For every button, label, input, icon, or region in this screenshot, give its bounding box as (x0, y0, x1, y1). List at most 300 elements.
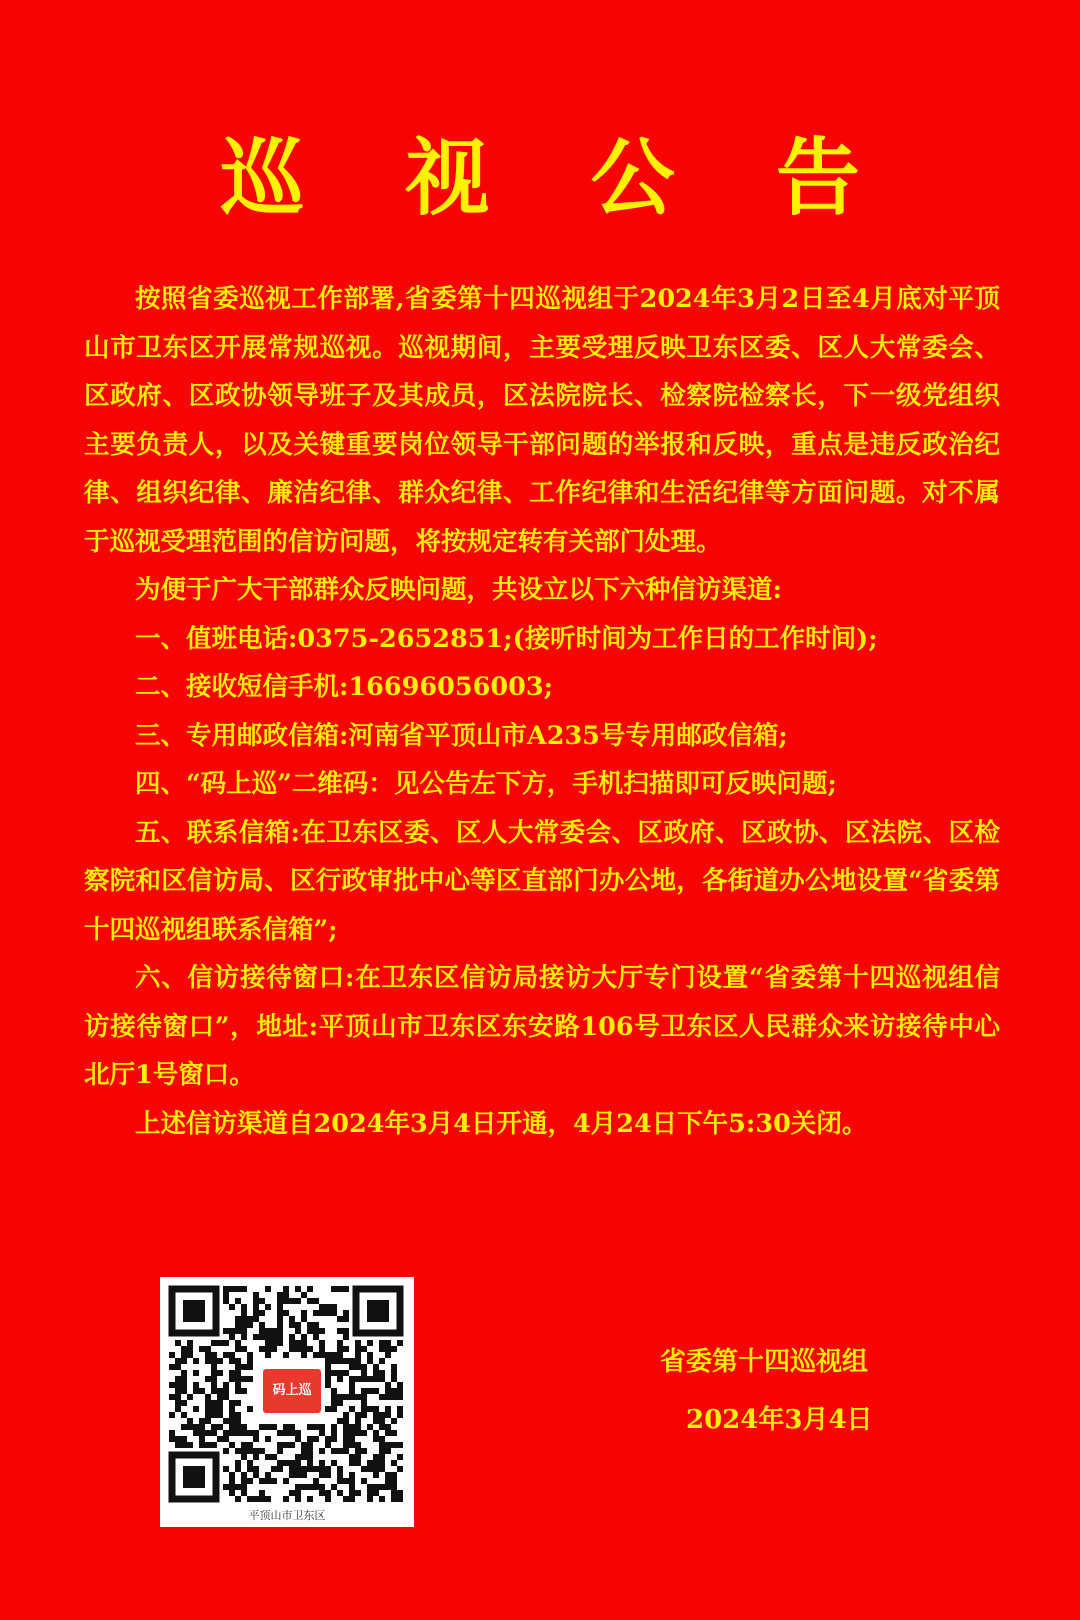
qr-module (241, 1310, 247, 1316)
qr-module (325, 1358, 331, 1364)
qr-module (355, 1430, 361, 1436)
qr-module (211, 1412, 217, 1418)
qr-module (205, 1346, 211, 1352)
qr-module (247, 1316, 253, 1322)
qr-module (205, 1376, 211, 1382)
qr-module (175, 1382, 181, 1388)
notice-body (84, 275, 1000, 1148)
paragraph-channel-window: 六、信访接待窗口:在卫东区信访局接访大厅专门设置“省委第十四巡视组信访接待窗口”，地址:平顶山市卫东区东安路106号卫东区人民群众来访接待中心北厅1号窗口。 (84, 963, 1000, 1090)
qr-module (169, 1436, 175, 1442)
qr-module (331, 1286, 337, 1292)
qr-module (307, 1466, 313, 1472)
qr-module (331, 1304, 337, 1310)
qr-module (205, 1352, 211, 1358)
qr-module (181, 1400, 187, 1406)
qr-module (241, 1484, 247, 1490)
qr-module (307, 1448, 313, 1454)
qr-module (391, 1442, 397, 1448)
qr-module (187, 1352, 193, 1358)
qr-module (367, 1424, 373, 1430)
qr-module (289, 1442, 295, 1448)
qr-module (241, 1388, 247, 1394)
qr-module (223, 1466, 229, 1472)
qr-module (343, 1328, 349, 1334)
qr-module (217, 1400, 223, 1406)
qr-module (247, 1460, 253, 1466)
qr-module (241, 1442, 247, 1448)
qr-module (391, 1394, 397, 1400)
qr-module (373, 1406, 379, 1412)
qr-module (367, 1460, 373, 1466)
qr-module (331, 1394, 337, 1400)
qr-module (241, 1472, 247, 1478)
qr-module (265, 1472, 271, 1478)
qr-module (307, 1286, 313, 1292)
qr-module (295, 1466, 301, 1472)
qr-module (379, 1346, 385, 1352)
qr-module (199, 1424, 205, 1430)
qr-module (355, 1346, 361, 1352)
qr-module (349, 1478, 355, 1484)
qr-module (253, 1448, 259, 1454)
qr-module (193, 1370, 199, 1376)
qr-module (289, 1340, 295, 1346)
qr-module (223, 1484, 229, 1490)
qr-module (283, 1298, 289, 1304)
qr-module (301, 1454, 307, 1460)
qr-module (379, 1466, 385, 1472)
qr-module (187, 1346, 193, 1352)
qr-module (211, 1370, 217, 1376)
qr-module (385, 1382, 391, 1388)
qr-module (253, 1430, 259, 1436)
qr-module (337, 1490, 343, 1496)
qr-module (367, 1376, 373, 1382)
qr-module (241, 1430, 247, 1436)
qr-module (349, 1364, 355, 1370)
qr-module (169, 1412, 175, 1418)
qr-module (277, 1340, 283, 1346)
qr-module (361, 1370, 367, 1376)
qr-module (349, 1490, 355, 1496)
qr-module (331, 1448, 337, 1454)
qr-module (235, 1460, 241, 1466)
qr-module (181, 1382, 187, 1388)
qr-module (361, 1364, 367, 1370)
signature-block (660, 1333, 960, 1449)
qr-module (277, 1334, 283, 1340)
qr-module (391, 1496, 397, 1502)
qr-module (379, 1340, 385, 1346)
qr-module (319, 1304, 325, 1310)
qr-module (247, 1364, 253, 1370)
qr-module (325, 1496, 331, 1502)
qr-module (283, 1430, 289, 1436)
qr-module (319, 1352, 325, 1358)
qr-module (319, 1448, 325, 1454)
qr-module (277, 1448, 283, 1454)
qr-module (349, 1424, 355, 1430)
qr-module (181, 1370, 187, 1376)
qr-module (289, 1316, 295, 1322)
qr-module (223, 1430, 229, 1436)
paragraph-channel-mailbox: 三、专用邮政信箱:河南省平顶山市A235号专用邮政信箱; (135, 720, 788, 751)
qr-module (289, 1466, 295, 1472)
qr-module (319, 1328, 325, 1334)
qr-module (397, 1454, 403, 1460)
qr-module (217, 1388, 223, 1394)
qr-module (367, 1352, 373, 1358)
qr-module (205, 1400, 211, 1406)
qr-module (211, 1376, 217, 1382)
qr-module (373, 1454, 379, 1460)
qr-module (307, 1496, 313, 1502)
qr-module (391, 1364, 397, 1370)
qr-module (325, 1472, 331, 1478)
qr-module (217, 1424, 223, 1430)
paragraph-channel-qrcode: 四、“码上巡”二维码：见公告左下方，手机扫描即可反映问题; (135, 769, 837, 799)
qr-module (235, 1382, 241, 1388)
qr-module (235, 1466, 241, 1472)
qr-module (235, 1298, 241, 1304)
qr-module (241, 1322, 247, 1328)
qr-module (373, 1430, 379, 1436)
qr-module (301, 1448, 307, 1454)
qr-module (199, 1388, 205, 1394)
qr-module (295, 1286, 301, 1292)
qr-module (223, 1286, 229, 1292)
qr-module (289, 1322, 295, 1328)
qr-module (211, 1364, 217, 1370)
qr-module (253, 1304, 259, 1310)
qr-module (331, 1406, 337, 1412)
qr-module (175, 1406, 181, 1412)
qr-module (355, 1448, 361, 1454)
qr-module (283, 1352, 289, 1358)
qr-module (259, 1322, 265, 1328)
qr-module (331, 1400, 337, 1406)
qr-module (349, 1496, 355, 1502)
qr-module (295, 1484, 301, 1490)
qr-module (331, 1460, 337, 1466)
qr-module (301, 1466, 307, 1472)
qr-module (385, 1430, 391, 1436)
qr-module (175, 1436, 181, 1442)
qr-module (217, 1340, 223, 1346)
qr-module (241, 1304, 247, 1310)
qr-module (385, 1424, 391, 1430)
qr-module (343, 1358, 349, 1364)
qr-module (193, 1430, 199, 1436)
qr-module (301, 1340, 307, 1346)
qr-module (301, 1310, 307, 1316)
qr-module (325, 1490, 331, 1496)
qr-module (319, 1466, 325, 1472)
qr-module (235, 1340, 241, 1346)
qr-module (337, 1316, 343, 1322)
qr-module (379, 1454, 385, 1460)
qr-module (301, 1472, 307, 1478)
qr-module (391, 1430, 397, 1436)
qr-module (235, 1286, 241, 1292)
qr-module (391, 1376, 397, 1382)
paragraph-channel-phone: 一、值班电话:0375-2652851;(接听时间为工作日的工作时间); (135, 623, 878, 654)
qr-module (307, 1436, 313, 1442)
qr-module (235, 1412, 241, 1418)
qr-module (307, 1484, 313, 1490)
signature-date: 2024年3月4日 (686, 1405, 873, 1435)
qr-module (241, 1328, 247, 1334)
qr-module (355, 1454, 361, 1460)
qr-module (229, 1490, 235, 1496)
qr-module (229, 1376, 235, 1382)
qr-module (361, 1448, 367, 1454)
qr-module (319, 1424, 325, 1430)
qr-module (379, 1442, 385, 1448)
qr-module (373, 1418, 379, 1424)
qr-module (193, 1382, 199, 1388)
qr-module (169, 1352, 175, 1358)
qr-module (277, 1442, 283, 1448)
qr-module (343, 1310, 349, 1316)
qr-module (295, 1460, 301, 1466)
qr-module (241, 1316, 247, 1322)
qr-module (175, 1364, 181, 1370)
qr-module (277, 1328, 283, 1334)
qr-module (385, 1412, 391, 1418)
qr-module (397, 1490, 403, 1496)
qr-module (319, 1430, 325, 1436)
qr-module (265, 1346, 271, 1352)
paragraph-channel-sms: 二、接收短信手机:16696056003; (135, 672, 553, 702)
qr-module (331, 1436, 337, 1442)
qr-module (397, 1496, 403, 1502)
qr-module (343, 1478, 349, 1484)
qr-module (379, 1370, 385, 1376)
qr-module (355, 1340, 361, 1346)
qr-module (337, 1448, 343, 1454)
qr-module (205, 1406, 211, 1412)
qr-module (277, 1298, 283, 1304)
qr-module (331, 1358, 337, 1364)
qr-module (313, 1352, 319, 1358)
qr-module (265, 1334, 271, 1340)
qr-module (253, 1292, 259, 1298)
qr-module (241, 1478, 247, 1484)
qr-module (343, 1418, 349, 1424)
qr-module (247, 1466, 253, 1472)
qr-module (385, 1478, 391, 1484)
qr-module (229, 1370, 235, 1376)
qr-module (373, 1370, 379, 1376)
qr-module (259, 1478, 265, 1484)
qr-module (289, 1346, 295, 1352)
qr-module (379, 1496, 385, 1502)
qr-module (235, 1448, 241, 1454)
qr-module (259, 1496, 265, 1502)
qr-module (313, 1334, 319, 1340)
qr-module (349, 1376, 355, 1382)
qr-module (295, 1430, 301, 1436)
qr-module (361, 1412, 367, 1418)
qr-module (283, 1310, 289, 1316)
qr-module (271, 1454, 277, 1460)
qr-module (283, 1460, 289, 1466)
qr-module (379, 1484, 385, 1490)
qr-module (361, 1394, 367, 1400)
qr-module (361, 1406, 367, 1412)
qr-module (259, 1334, 265, 1340)
qr-module (301, 1352, 307, 1358)
qr-module (277, 1430, 283, 1436)
qr-module (253, 1454, 259, 1460)
qr-module (349, 1382, 355, 1388)
qr-module (373, 1412, 379, 1418)
qr-module (337, 1346, 343, 1352)
qr-module (211, 1340, 217, 1346)
qr-module (235, 1424, 241, 1430)
qr-module (373, 1460, 379, 1466)
qr-module (361, 1388, 367, 1394)
qr-module (325, 1382, 331, 1388)
qr-module (259, 1490, 265, 1496)
qr-module (229, 1358, 235, 1364)
qr-module (319, 1484, 325, 1490)
qr-module (271, 1466, 277, 1472)
qr-module (373, 1436, 379, 1442)
qr-module (295, 1298, 301, 1304)
qr-module (373, 1484, 379, 1490)
qr-module (349, 1436, 355, 1442)
qr-module (235, 1388, 241, 1394)
qr-module (367, 1490, 373, 1496)
qr-module (253, 1316, 259, 1322)
qr-module (331, 1352, 337, 1358)
qr-module (205, 1394, 211, 1400)
qr-module (253, 1466, 259, 1472)
qr-module (313, 1310, 319, 1316)
qr-module (193, 1424, 199, 1430)
qr-module (307, 1424, 313, 1430)
qr-module (187, 1442, 193, 1448)
qr-module (367, 1496, 373, 1502)
qr-module (271, 1328, 277, 1334)
qr-module (229, 1442, 235, 1448)
qr-module (391, 1484, 397, 1490)
qr-module (175, 1376, 181, 1382)
qr-module (313, 1466, 319, 1472)
qr-module (229, 1478, 235, 1484)
qr-module (223, 1328, 229, 1334)
qr-module (349, 1394, 355, 1400)
qr-module (175, 1340, 181, 1346)
qr-module (181, 1412, 187, 1418)
qr-module (355, 1418, 361, 1424)
qr-module (277, 1310, 283, 1316)
qr-module (355, 1424, 361, 1430)
qr-module (325, 1310, 331, 1316)
qr-module (319, 1472, 325, 1478)
qr-module (307, 1442, 313, 1448)
qr-module (247, 1322, 253, 1328)
qr-module (325, 1406, 331, 1412)
qr-module (241, 1364, 247, 1370)
qr-module (265, 1304, 271, 1310)
qr-module (307, 1322, 313, 1328)
qr-module (199, 1430, 205, 1436)
qr-module (343, 1370, 349, 1376)
qr-module (295, 1328, 301, 1334)
qr-module (349, 1460, 355, 1466)
qr-module (277, 1316, 283, 1322)
qr-module (385, 1340, 391, 1346)
qr-module (337, 1328, 343, 1334)
qr-module (319, 1460, 325, 1466)
qr-module (205, 1358, 211, 1364)
qr-module (235, 1316, 241, 1322)
qr-module (295, 1346, 301, 1352)
qr-module (343, 1496, 349, 1502)
qr-card[interactable] (160, 1277, 414, 1527)
qr-module (301, 1346, 307, 1352)
qr-module (367, 1466, 373, 1472)
paragraph-channel-contact-box: 五、联系信箱:在卫东区委、区人大常委会、区政府、区政协、区法院、区检察院和区信访局、区行政审批中心等区直部门办公地，各街道办公地设置“省委第十四巡视组联系信箱”; (84, 817, 1000, 945)
qr-module (313, 1484, 319, 1490)
qr-badge-label: 码上巡 (260, 1366, 324, 1416)
qr-module (241, 1286, 247, 1292)
qr-module (175, 1388, 181, 1394)
qr-module (373, 1466, 379, 1472)
qr-module (181, 1346, 187, 1352)
qr-module (361, 1400, 367, 1406)
qr-module (241, 1454, 247, 1460)
qr-module (235, 1496, 241, 1502)
qr-module (301, 1334, 307, 1340)
qr-module (313, 1436, 319, 1442)
qr-module (205, 1442, 211, 1448)
qr-module (277, 1304, 283, 1310)
qr-module (241, 1424, 247, 1430)
qr-module (223, 1436, 229, 1442)
qr-module (391, 1478, 397, 1484)
qr-module (211, 1430, 217, 1436)
qr-module (211, 1388, 217, 1394)
qr-module (271, 1478, 277, 1484)
qr-module (373, 1490, 379, 1496)
qr-module (283, 1286, 289, 1292)
qr-module (337, 1340, 343, 1346)
qr-module (391, 1370, 397, 1376)
qr-module (247, 1478, 253, 1484)
qr-module (259, 1310, 265, 1316)
qr-module (283, 1424, 289, 1430)
qr-module (385, 1406, 391, 1412)
qr-module (295, 1322, 301, 1328)
qr-module (373, 1388, 379, 1394)
qr-module (181, 1388, 187, 1394)
qr-module (325, 1436, 331, 1442)
qr-module (247, 1448, 253, 1454)
qr-module (283, 1478, 289, 1484)
qr-module (397, 1442, 403, 1448)
qr-module (229, 1328, 235, 1334)
qr-module (193, 1358, 199, 1364)
qr-module (379, 1376, 385, 1382)
qr-module (331, 1424, 337, 1430)
qr-module (253, 1436, 259, 1442)
qr-module (319, 1310, 325, 1316)
qr-module (355, 1364, 361, 1370)
